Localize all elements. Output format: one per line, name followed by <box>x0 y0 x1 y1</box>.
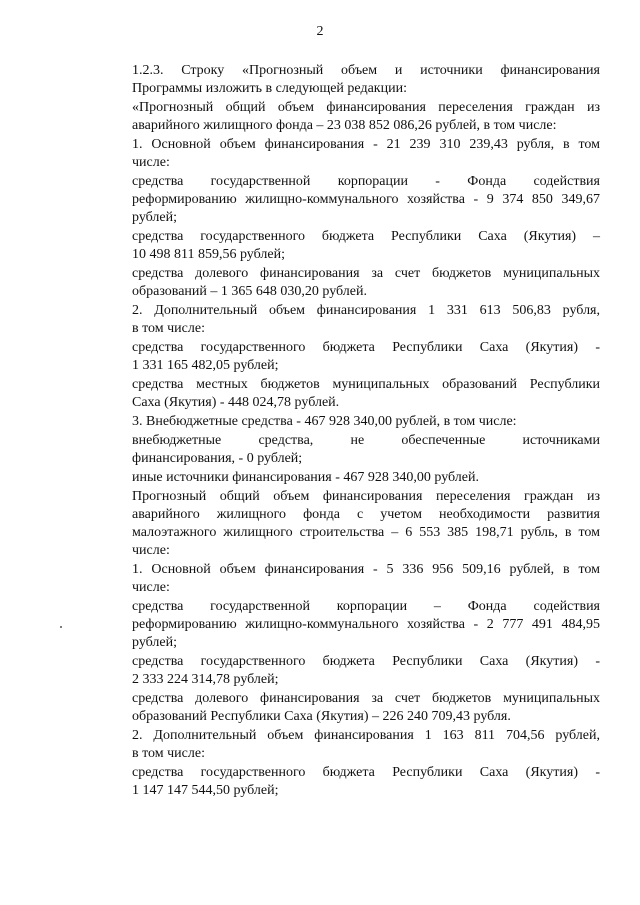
paragraph-main-funding <box>90 136 600 172</box>
paragraph-municipal-share <box>90 265 600 301</box>
paragraph-unsecured <box>90 432 600 468</box>
text-line: 2 333 224 314,78 рублей; <box>132 672 279 687</box>
page-number: 2 <box>316 24 324 39</box>
text-line: 1.2.3. Строку «Прогнозный объем и источники финансирования <box>132 63 600 78</box>
text-line: аварийного жилищного фонда с учетом необходимости развития <box>132 507 600 522</box>
text-line: 3. Внебюджетные средства - 467 928 340,00 рублей, в том числе: <box>132 414 517 429</box>
text-line: в том числе: <box>132 746 205 761</box>
document-body <box>90 62 600 801</box>
text-line: числе: <box>132 543 170 558</box>
text-line: средства государственного бюджета Республики Саха (Якутия) - <box>132 654 600 669</box>
paragraph-additional-funding <box>90 302 600 338</box>
text-line: финансирования, - 0 рублей; <box>132 451 303 466</box>
text-line: 1. Основной объем финансирования - 21 239 310 239,43 рубля, в том <box>132 137 600 152</box>
text-line: в том числе: <box>132 321 205 336</box>
text-line: средства долевого финансирования за счет бюджетов муниципальных <box>132 266 600 281</box>
text-line: внебюджетные средства, не обеспеченные источниками <box>132 433 600 448</box>
margin-mark <box>60 626 62 628</box>
text-line: 2. Дополнительный объем финансирования 1 331 613 506,83 рубля, <box>132 303 600 318</box>
text-line: средства государственного бюджета Республики Саха (Якутия) - <box>132 765 600 780</box>
paragraph-lowrise-state-budget-additional <box>90 764 600 800</box>
paragraph-total-funding <box>90 99 600 135</box>
text-line: средства государственной корпорации – Фонда содействия <box>132 599 600 614</box>
text-line: средства долевого финансирования за счет бюджетов муниципальных <box>132 691 600 706</box>
paragraph-lowrise-total <box>90 488 600 560</box>
text-line: 1 331 165 482,05 рублей; <box>132 358 279 373</box>
paragraph-other-sources <box>90 469 600 487</box>
paragraph-lowrise-municipal-share <box>90 690 600 726</box>
text-line: 10 498 811 859,56 рублей; <box>132 247 285 262</box>
paragraph-local-budgets <box>90 376 600 412</box>
text-line: «Прогнозный общий объем финансирования переселения граждан из <box>132 100 600 115</box>
text-line: малоэтажного жилищного строительства – 6 553 385 198,71 рубль, в том <box>132 525 600 540</box>
paragraph-lowrise-additional <box>90 727 600 763</box>
text-line: образований Республики Саха (Якутия) – 226 240 709,43 рубля. <box>132 709 511 724</box>
text-line: рублей; <box>132 210 177 225</box>
paragraph-state-budget <box>90 228 600 264</box>
paragraph-fund-reform <box>90 173 600 227</box>
text-line: 1 147 147 544,50 рублей; <box>132 783 279 798</box>
paragraph-lowrise-main <box>90 561 600 597</box>
text-line: числе: <box>132 155 170 170</box>
text-line: числе: <box>132 580 170 595</box>
text-line: Программы изложить в следующей редакции: <box>132 81 407 96</box>
text-line: аварийного жилищного фонда – 23 038 852 086,26 рублей, в том числе: <box>132 118 557 133</box>
text-line: образований – 1 365 648 030,20 рублей. <box>132 284 367 299</box>
paragraph-state-budget-additional <box>90 339 600 375</box>
paragraph-item-1-2-3 <box>90 62 600 98</box>
text-line: средства государственного бюджета Республики Саха (Якутия) - <box>132 340 600 355</box>
text-line: реформированию жилищно-коммунального хозяйства - 9 374 850 349,67 <box>132 192 600 207</box>
paragraph-extrabudgetary <box>90 413 600 431</box>
text-line: 2. Дополнительный объем финансирования 1 163 811 704,56 рублей, <box>132 728 600 743</box>
text-line: средства государственного бюджета Республики Саха (Якутия) – <box>132 229 600 244</box>
text-line: реформированию жилищно-коммунального хозяйства - 2 777 491 484,95 <box>132 617 600 632</box>
text-line: Саха (Якутия) - 448 024,78 рублей. <box>132 395 340 410</box>
text-line: рублей; <box>132 635 177 650</box>
text-line: средства местных бюджетов муниципальных образований Республики <box>132 377 600 392</box>
text-line: 1. Основной объем финансирования - 5 336 956 509,16 рублей, в том <box>132 562 600 577</box>
paragraph-lowrise-fund-reform <box>90 598 600 652</box>
text-line: иные источники финансирования - 467 928 340,00 рублей. <box>132 470 479 485</box>
text-line: Прогнозный общий объем финансирования переселения граждан из <box>132 489 600 504</box>
paragraph-lowrise-state-budget <box>90 653 600 689</box>
text-line: средства государственной корпорации - Фонда содействия <box>132 174 600 189</box>
